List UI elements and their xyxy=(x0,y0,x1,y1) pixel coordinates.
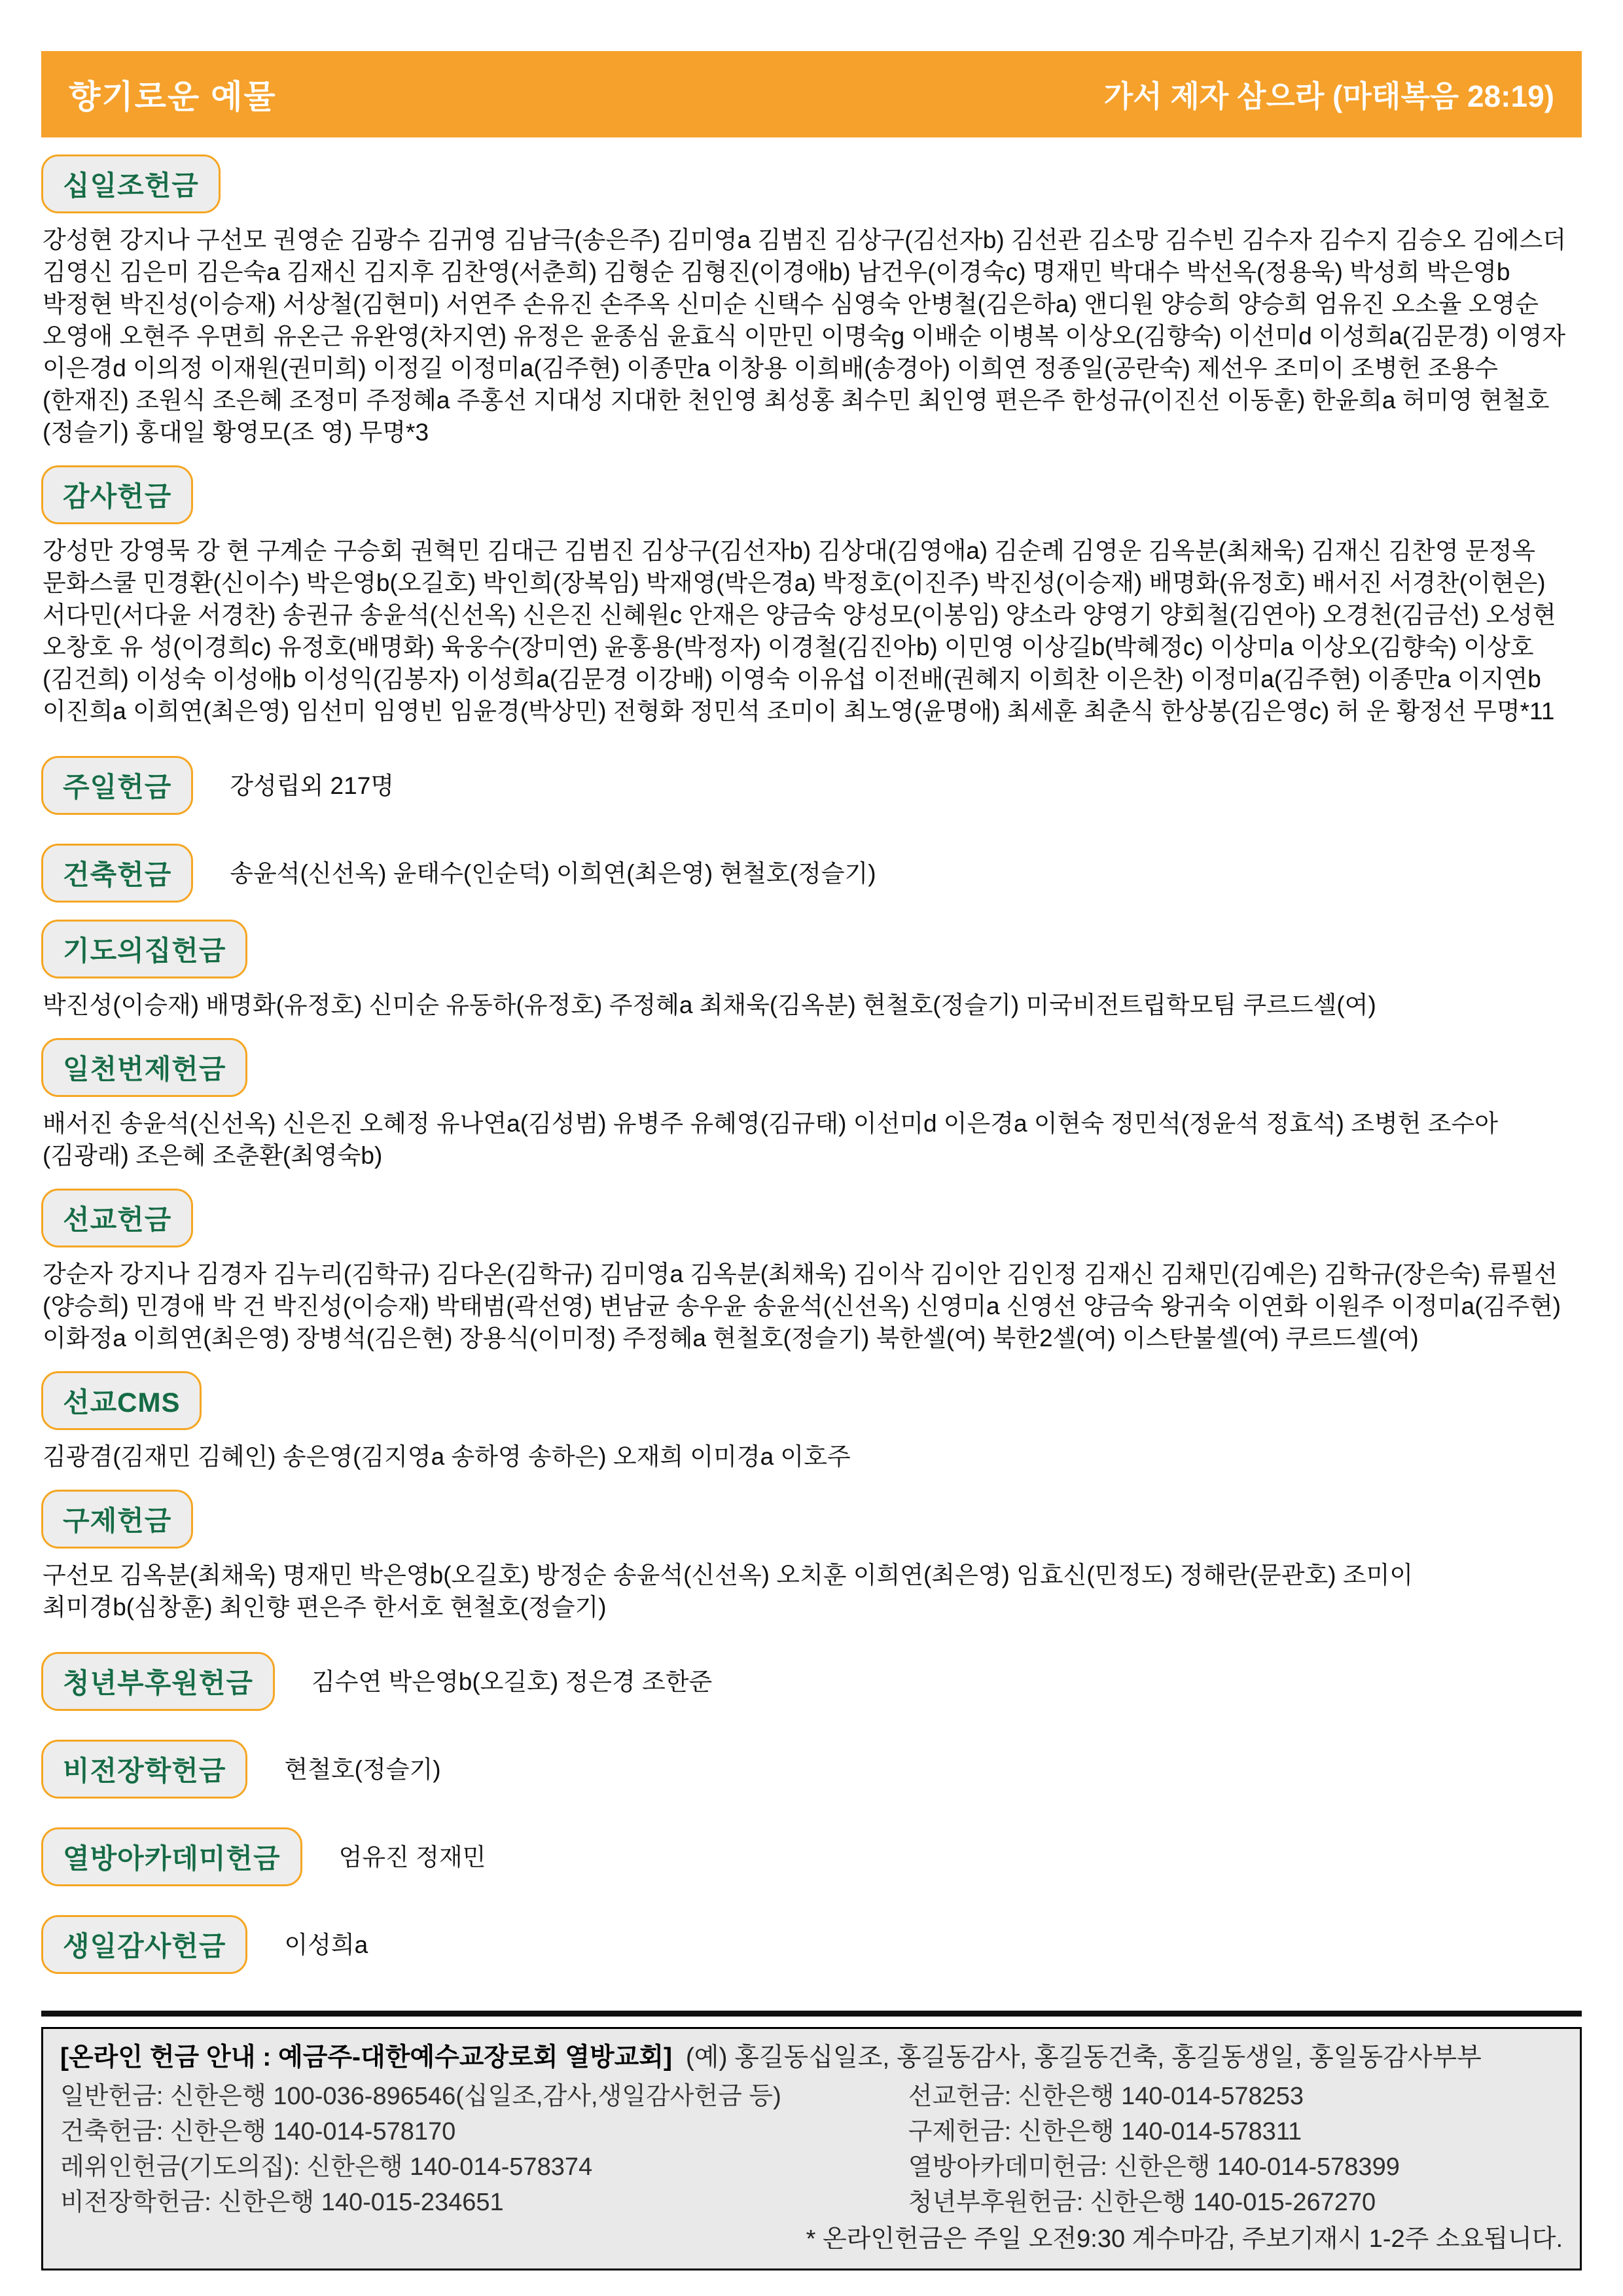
section-building xyxy=(41,844,1582,903)
section-names-thanksgiving: 강성만 강영묵 강 현 구계순 구승회 권혁민 김대근 김범진 김상구(김선자b) 김상대(김영애a) 김순례 김영운 김옥분(최채욱) 김재신 김찬영 문정옥 문화스쿨 민경환(신이수) 박은영b(오길호) 박인희(장복임) 박재영(박은경a) 박정호(이진주) 박진성(이승재) 배명화(유정호) 배서진 서경찬(이현은) 서다민(서다윤 서경찬) 송권규 송윤석(신선옥) 신은진 신혜원c 안재은 양금숙 양성모(이봉임) 양소라 양영기 양회철(김연아) 오경천(김금선) 오성현 오창호 유 성(이경희c) 유정호(배명화) 육웅수(장미연) 윤홍용(박정자) 이경철(김진아b) 이민영 이상길b(박혜정c) 이상미a 이상오(김향숙) 이상호(김건희) 이성숙 이성애b 이성익(김봉자) 이성희a(김문경 이강배) 이영숙 이유섭 이전배(권혜지 이희찬 이은찬) 이정미a(김주현) 이종만a 이지연b 이진희a 이희연(최은영) 임선미 임영빈 임윤경(박상민) 전형화 정민석 조미이 최노영(윤명애) 최세훈 최춘식 한상봉(김은영c) 허 운 황정선 무명*11 xyxy=(43,537,1556,725)
header-bar xyxy=(41,51,1582,137)
account-relief: 구제헌금: 신한은행 140-014-578311 xyxy=(908,2118,1302,2145)
section-names-building: 송윤석(신선옥) 윤태수(인순덕) 이희연(최은영) 현철호(정슬기) xyxy=(230,859,876,887)
section-label-thanksgiving: 감사헌금 xyxy=(41,465,193,524)
section-relief xyxy=(41,1490,1582,1623)
section-names-thousand-offering: 배서진 송윤석(신선옥) 신은진 오혜정 유나연a(김성범) 유병주 유혜영(김규태) 이선미d 이은경a 이현숙 정민석(정윤석 정효석) 조병헌 조수아(김광래) 조은혜 조춘환(최영숙b) xyxy=(43,1110,1499,1169)
account-mission: 선교헌금: 신한은행 140-014-578253 xyxy=(908,2083,1304,2110)
section-label-thousand-offering: 일천번제헌금 xyxy=(41,1038,247,1097)
section-names-vision-scholarship: 현철호(정슬기) xyxy=(284,1755,441,1783)
account-youth-support: 청년부후원헌금: 신한은행 140-015-267270 xyxy=(908,2189,1376,2216)
section-youth-support xyxy=(41,1652,1582,1711)
account-levite: 레위인헌금(기도의집): 신한은행 140-014-578374 xyxy=(60,2153,593,2181)
section-sunday xyxy=(41,756,1582,815)
account-building: 건축헌금: 신한은행 140-014-578170 xyxy=(60,2118,456,2145)
section-names-tithe: 강성현 강지나 구선모 권영순 김광수 김귀영 김남극(송은주) 김미영a 김범진 김상구(김선자b) 김선관 김소망 김수빈 김수자 김수지 김승오 김에스더 김영신 김은미 김은숙a 김재신 김지후 김찬영(서춘희) 김형순 김형진(이경애b) 남건우(이경숙c) 명재민 박대수 박선옥(정용욱) 박성희 박은영b 박정현 박진성(이승재) 서상철(김현미) 서연주 손유진 손주옥 신미순 신택수 심영숙 안병철(김은하a) 앤디원 양승희 양승희 엄유진 오소율 오영순 오영애 오현주 우면희 유온근 유완영(차지연) 유정은 윤종심 윤효식 이만민 이명숙g 이배순 이병복 이상오(김향숙) 이선미d 이성희a(김문경) 이영자 이은경d 이의정 이재원(권미희) 이정길 이정미a(김주현) 이종만a 이창용 이희배(송경아) 이희연 정종일(공란숙) 제선우 조미이 조병헌 조용수(한재진) 조원식 조은혜 조정미 주정혜a 주홍선 지대성 지대한 천인영 최성홍 최수민 최인영 편은주 한성규(이진선 이동훈) 한윤희a 허미영 현철호(정슬기) 홍대일 황영모(조 영) 무명*3 xyxy=(43,226,1566,446)
section-label-mission: 선교헌금 xyxy=(41,1189,193,1247)
section-mission xyxy=(41,1189,1582,1354)
section-label-birthday-thanks: 생일감사헌금 xyxy=(41,1915,247,1974)
account-vision-scholarship: 비전장학헌금: 신한은행 140-015-234651 xyxy=(60,2189,504,2216)
online-giving-note: * 온라인헌금은 주일 오전9:30 계수마감, 주보기재시 1-2주 소요됩니다. xyxy=(806,2225,1563,2253)
divider xyxy=(41,2011,1582,2017)
header-verse: 가서 제자 삼으라 (마태복음 28:19) xyxy=(1103,79,1554,113)
section-label-house-of-prayer: 기도의집헌금 xyxy=(41,920,247,978)
section-label-relief: 구제헌금 xyxy=(41,1490,193,1549)
section-birthday-thanks xyxy=(41,1915,1582,1974)
section-label-mission-cms: 선교CMS xyxy=(41,1371,202,1430)
online-giving-title: [온라인 헌금 안내 : 예금주-대한예수교장로회 열방교회] xyxy=(60,2043,672,2072)
section-names-birthday-thanks: 이성희a xyxy=(284,1931,368,1958)
section-names-sunday: 강성립외 217명 xyxy=(230,772,395,799)
section-tithe xyxy=(41,154,1582,448)
section-label-vision-scholarship: 비전장학헌금 xyxy=(41,1740,247,1799)
section-nations-academy xyxy=(41,1827,1582,1886)
section-names-nations-academy: 엄유진 정재민 xyxy=(338,1843,486,1871)
online-giving-box xyxy=(41,2027,1582,2270)
section-vision-scholarship xyxy=(41,1740,1582,1799)
section-thousand-offering xyxy=(41,1038,1582,1172)
section-names-mission-cms: 김광겸(김재민 김혜인) 송은영(김지영a 송하영 송하은) 오재희 이미경a 이호주 xyxy=(43,1443,851,1470)
section-label-building: 건축헌금 xyxy=(41,844,193,903)
online-giving-example: (예) 홍길동십일조, 홍길동감사, 홍길동건축, 홍길동생일, 홍일동감사부부 xyxy=(685,2043,1482,2072)
section-label-youth-support: 청년부후원헌금 xyxy=(41,1652,275,1711)
section-thanksgiving xyxy=(41,465,1582,727)
section-label-tithe: 십일조헌금 xyxy=(41,154,221,213)
account-general: 일반헌금: 신한은행 100-036-896546(십일조,감사,생일감사헌금 등) xyxy=(60,2083,781,2110)
section-names-house-of-prayer: 박진성(이승재) 배명화(유정호) 신미순 유동하(유정호) 주정혜a 최채욱(김옥분) 현철호(정슬기) 미국비전트립학모팀 쿠르드셀(여) xyxy=(43,992,1376,1018)
page-title: 향기로운 예물 xyxy=(69,79,277,115)
section-label-sunday: 주일헌금 xyxy=(41,756,193,815)
section-names-relief: 구선모 김옥분(최채욱) 명재민 박은영b(오길호) 방정순 송윤석(신선옥) 오치훈 이희연(최은영) 임효신(민정도) 정해란(문관호) 조미이 최미경b(심창훈) 최인향 편은주 한서호 현철호(정슬기) xyxy=(43,1562,1414,1621)
account-nations-academy: 열방아카데미헌금: 신한은행 140-014-578399 xyxy=(908,2153,1400,2181)
section-names-youth-support: 김수연 박은영b(오길호) 정은경 조한준 xyxy=(312,1668,713,1695)
online-giving-headline xyxy=(60,2041,1563,2075)
section-mission-cms xyxy=(41,1371,1582,1473)
section-names-mission: 강순자 강지나 김경자 김누리(김학규) 김다온(김학규) 김미영a 김옥분(최채욱) 김이삭 김이안 김인정 김재신 김채민(김예은) 김학규(장은숙) 류필선(양승희) 민경애 박 건 박진성(이승재) 박태범(곽선영) 변남균 송우윤 송윤석(신선옥) 신영미a 신영선 양금숙 왕귀숙 이연화 이원주 이정미a(김주현) 이화정a 이희연(최은영) 장병석(김은현) 장용식(이미정) 주정혜a 현철호(정슬기) 북한셀(여) 북한2셀(여) 이스탄불셀(여) 쿠르드셀(여) xyxy=(43,1261,1561,1352)
section-house-of-prayer xyxy=(41,920,1582,1021)
section-label-nations-academy: 열방아카데미헌금 xyxy=(41,1827,302,1886)
account-grid xyxy=(60,2079,1563,2220)
